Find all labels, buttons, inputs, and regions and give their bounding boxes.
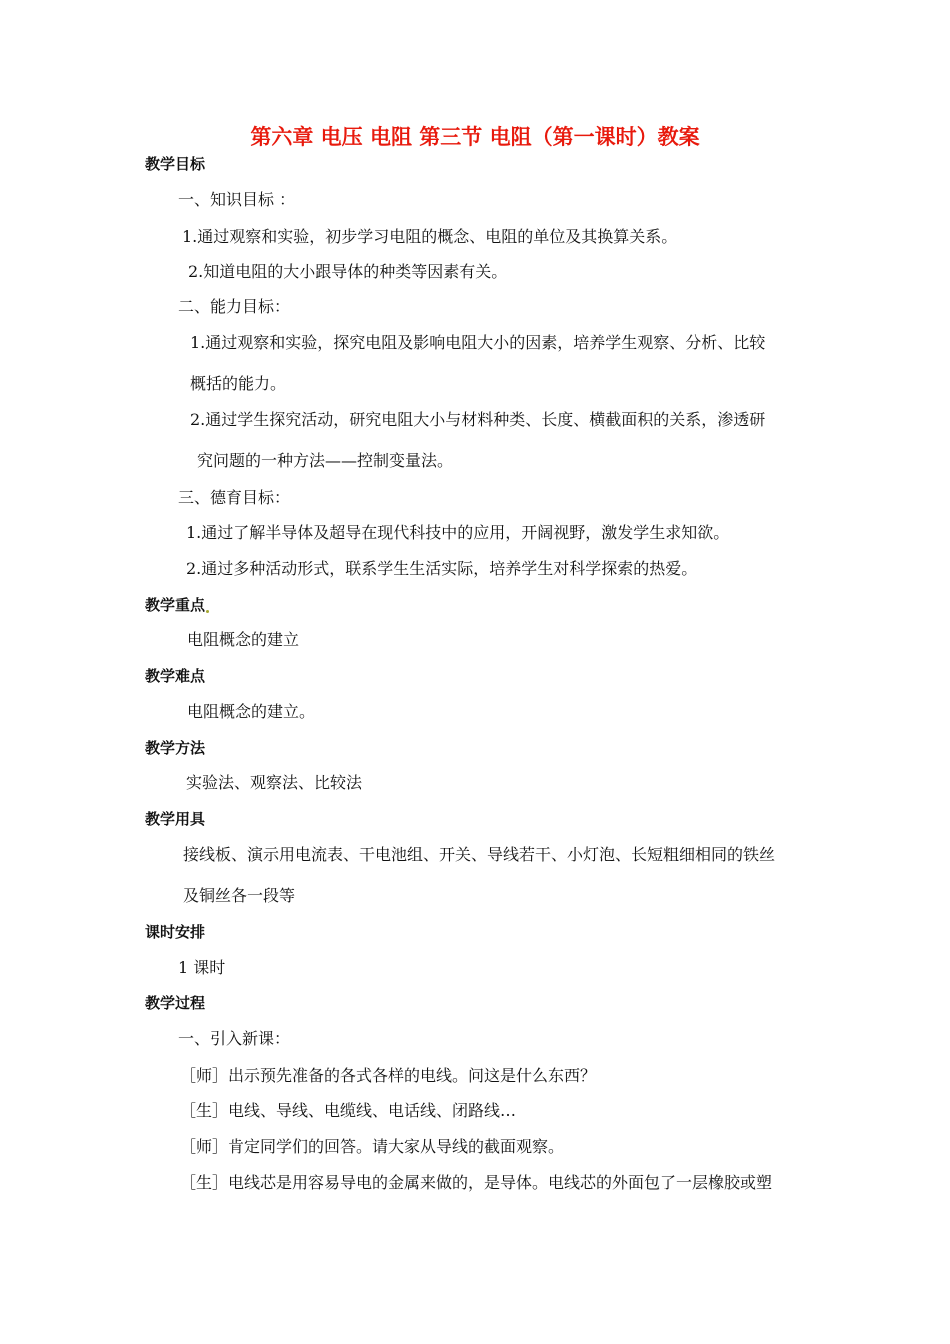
process-step-heading: 一、引入新课： xyxy=(178,1029,291,1048)
heading-process: 教学过程 xyxy=(145,994,206,1012)
document-title: 第六章 电压 电阻 第三节 电阻（第一课时）教案 xyxy=(250,125,700,149)
heading-key-point: 教学重点 xyxy=(145,595,209,615)
difficulty-text: 电阻概念的建立。 xyxy=(187,702,316,721)
dialog-line: ［生］电线、导线、电缆线、电话线、闭路线… xyxy=(180,1101,517,1120)
heading-method: 教学方法 xyxy=(145,739,206,757)
dialog-line: ［生］电线芯是用容易导电的金属来做的，是导体。电线芯的外面包了一层橡胶或塑 xyxy=(180,1173,773,1192)
moral-goals-heading: 三、德育目标： xyxy=(178,488,291,507)
tools-text-line: 接线板、演示用电流表、干电池组、开关、导线若干、小灯泡、长短粗细相同的铁丝 xyxy=(183,845,776,864)
ability-goals-heading: 二、能力目标： xyxy=(178,297,291,316)
knowledge-goal-item: 2.知道电阻的大小跟导体的种类等因素有关。 xyxy=(188,262,508,281)
knowledge-goals-heading: 一、知识目标 ： xyxy=(178,190,296,209)
moral-goal-item: 2.通过多种活动形式，联系学生生活实际，培养学生对科学探索的热爱。 xyxy=(186,559,698,578)
dialog-line: ［师］出示预先准备的各式各样的电线。问这是什么东西？ xyxy=(180,1066,597,1085)
ability-goal-item-line: 究问题的一种方法——控制变量法。 xyxy=(197,451,454,470)
ability-goal-item-line: 1.通过观察和实验，探究电阻及影响电阻大小的因素，培养学生观察、分析、比较 xyxy=(190,333,766,352)
dialog-line: ［师］肯定同学们的回答。请大家从导线的截面观察。 xyxy=(180,1137,565,1156)
knowledge-goal-item: 1.通过观察和实验，初步学习电阻的概念、电阻的单位及其换算关系。 xyxy=(182,227,678,246)
moral-goal-item: 1.通过了解半导体及超导在现代科技中的应用，开阔视野，激发学生求知欲。 xyxy=(186,523,730,542)
heading-teaching-goals: 教学目标 xyxy=(145,155,206,173)
schedule-text: 1 课时 xyxy=(178,958,226,977)
heading-schedule: 课时安排 xyxy=(145,923,206,941)
ink-dot xyxy=(206,610,209,613)
method-text: 实验法、观察法、比较法 xyxy=(186,773,363,792)
tools-text-line: 及铜丝各一段等 xyxy=(183,886,296,905)
heading-tools: 教学用具 xyxy=(145,810,206,828)
ability-goal-item-line: 概括的能力。 xyxy=(190,374,287,393)
key-point-text: 电阻概念的建立 xyxy=(187,630,300,649)
heading-difficulty: 教学难点 xyxy=(145,667,206,685)
ability-goal-item-line: 2.通过学生探究活动，研究电阻大小与材料种类、长度、横截面积的关系，渗透研 xyxy=(190,410,766,429)
